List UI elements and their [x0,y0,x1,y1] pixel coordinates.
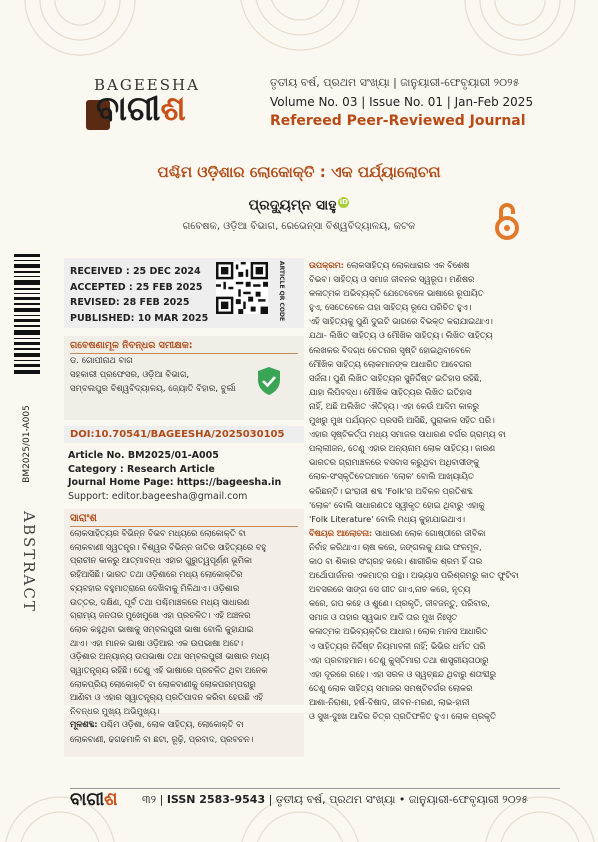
article-number: Article No. BM2025/01-A005 [68,450,219,461]
abstract-line: ବ୍ୟବହାର ବହୁମାତ୍ରାରେ ଦେଖିବାକୁ ମିଳିଥାଏ। ଓଡ଼ିଶାର [70,582,240,593]
body-line: ଲୋକ-ସଂସ୍କୃତିବେତାମାନେ 'ଲୋକ' ବୋଲି ଆଖ୍ୟାୟିତ [309,471,474,482]
abstract-line: ଥାଏ। ଏହା ମାନକ ଭାଷା ଓଡ଼ିଆର ଏକ ଉପଭାଷା ଅଟେ। [70,637,243,648]
body-line: ଏ ସାହିତ୍ୟର ନିର୍ଦ୍ଦିଷ୍ଟ ନିୟମାବଳୀ ନାହିଁ; ଭିଭିର ଧର୍ମତ ପରି [309,640,486,651]
abstract-line: ରହିଆସିଛି। ଭାରତ ତଥା ଓଡ଼ିଶାରେ ମଧ୍ୟ ଲୋକୋକ୍ତିର [70,569,243,580]
issn: ISSN 2583-9543 [166,793,266,806]
body-line: ଭାରତର ଗ୍ରାମାଞ୍ଚଳରେ ବସବାସ କରୁଥିବା ଅଧିବାସୀଙ୍କୁ [309,457,480,468]
header-refereed: Refereed Peer-Reviewed Journal [270,113,526,129]
vertical-article-code [14,384,40,504]
logo-main-text: ବାଗୀ [96,89,161,129]
journal-homepage-link[interactable]: Journal Home Page: https://bageesha.in [68,477,282,488]
discussion-heading: ବିଷୟର ଆଲୋଚନା: [309,527,373,538]
qr-label-text: ARTICLE QR CODE [277,260,285,322]
keywords-label: ମୂଳଶବ୍ଦ: [70,719,98,729]
body-line: କରିଛନ୍ତି। ଇଂରାଜୀ ଶବ୍ଦ 'Folk'ର ଅବିକଳ ପ୍ରତିଶବ୍ଦ [309,485,473,496]
abstract-line: ଉତ୍ତର, ଦକ୍ଷିଣ, ପୂର୍ବ ତଥା ପଶ୍ଚିମାଞ୍ଚଳରେ ମଧ୍ୟ ସାଧାରଣ [70,596,250,607]
body-line: ଲେଖକର ବିଦଗ୍ଧ ଚେତନାର ସୃଷ୍ଟି ହୋଇଥିବାବେଳେ [309,344,471,355]
author-affiliation: ଗବେଷକ, ଓଡ଼ିଆ ବିଭାଗ, ରେଭେନ୍ସା ବିଶ୍ୱବିଦ୍ୟାଳୟ, କଟକ [182,221,416,232]
body-line: 'Folk Literature' ବୋଲି ମଧ୍ୟ କୁହାଯାଇଥାଏ। [309,513,466,524]
vertical-code-text: BM2025/01-A005 [22,405,32,483]
journal-brand: BAGEESHA [94,76,200,94]
body-line: ଆଶା-ନିରାଶା, ହର୍ଷ-ବିଷାଦ, ଜୀବନ-ମରଣ, ଲାଭ-ହାନୀ [309,696,470,707]
intro-heading: ଉପକ୍ରମ: [309,260,345,270]
discussion-text: ସାଧାରଣ ଲୋକ ଗୋଷ୍ଠୀରେ ଜୀବିକା [372,527,486,538]
barcode-icon [14,254,40,374]
revised-date: REVISED: 28 FEB 2025 [70,297,190,308]
body-line: ଓ ସୁଖ-ଦୁଃଖ ଆଦିର ଚିତ୍ର ପ୍ରତିଫଳିତ ହୁଏ। ଲୋକ ପ୍ରକୃତି [309,711,496,721]
footer-logo-main: ବାଗୀ [70,789,105,810]
footer-meta: ୩୨ | ISSN 2583-9543 | ତୃତୀୟ ବର୍ଷ, ପ୍ରଥମ ସଂଖ୍ୟା • ଜାନୁୟାରୀ-ଫେବୃୟାରୀ ୨୦୨୫ [142,793,529,806]
body-line: ନିର୍ବାହ କରିଥାଏ। ଚାଷ କରେ, ଜଙ୍ଗଲକୁ ଯାଇ ଫଳମୂଳ, [309,541,482,552]
footer-logo [70,789,118,810]
reviewer-name: ଡ. ଗୋପୀନାଥ ବାଗ [70,356,133,366]
accepted-date: ACCEPTED : 25 FEB 2025 [70,281,203,293]
abstract-line: ଗ୍ରାମ୍ୟ ଜନତାର ମୁଖେମୁଖେ ଏହା ପ୍ରଚଳିତ। ଏହି ଅଞ୍ଚଳର [70,610,251,621]
body-line: ଏହାର ସୃଷ୍ଟିକର୍ତ୍ତା ମଧ୍ୟ ସମାଜର ସାଧାରଣ ବର୍ଗର ଗ୍ରାମ୍ୟ ବା [309,429,506,440]
body-line: ମୌଖିକ ସାହିତ୍ୟ ଲୋକମାନଙ୍କ ଆଧାରିତ ଆବେଗର [309,358,472,369]
body-line: କଳାତ୍ମକ ଅଭିବ୍ୟକ୍ତି ଯେତେବେଳେ ଭାଷାରେ ରୂପାୟିତ [309,288,484,299]
footer-date: ଜାନୁୟାରୀ-ଫେବୃୟାରୀ ୨୦୨୫ [408,793,529,806]
header-volume: Volume No. 03 | Issue No. 01 | Jan-Feb 2025 [270,95,534,109]
abstract-line: ଆଣିବା ଓ ଏହାର ସ୍ୱାତନ୍ତ୍ର୍ୟ ପ୍ରତିପାଦନ କରିବା ହେଉଛି ଏହି [70,692,263,703]
header-issue-odia: ତୃତୀୟ ବର୍ଷ, ପ୍ରଥମ ସଂଖ୍ୟା | ଜାନୁୟାରୀ-ଫେବୃୟାରୀ ୨୦୨୫ [270,76,520,89]
abstract-box [64,509,304,717]
abstract-line: ସ୍ୱାତନ୍ତ୍ର୍ୟ ରହିଛି। ତେଣୁ ଏହି ଭାଷାରେ ପ୍ରଚଳିତ ଥିବା ଅନେକ [70,665,268,676]
abstract-heading: ସାରାଂଶ [70,513,298,527]
body-line: ନାହିଁ, ଅଛି ଅଲିଖିତ ଐତିହ୍ୟ। ଏହା କେଉଁ ଆଦିମ କାଳରୁ [309,400,479,411]
body-line: ତେଣୁ ଲୋକ ସାହିତ୍ୟ ସମାଜର ସମଷ୍ଟିବର୍ଗର ଲୋକର [309,682,473,693]
abstract-line: ଲୋକ କହୁଥିବା ଭାଷାକୁ ସମ୍ବଲପୁରୀ ଭାଷା ବୋଲି କୁହାଯାଇ [70,623,254,634]
top-ornament [0,0,598,60]
body-line: ଅର୍ଥୋପାର୍ଜନର ଏକମାତ୍ର ପନ୍ଥା। ଅଭ୍ୟାସ ପରିଶ୍ରମରୁ କାତ ଫୁଟିବା [309,570,519,581]
published-date: PUBLISHED: 10 MAR 2025 [70,312,209,324]
support-email[interactable]: Support: editor.bageesha@gmail.com [68,490,248,502]
doi-link[interactable]: DOI:10.70541/BAGEESHA/2025030105 [64,426,304,443]
body-line: ଯାହା ଲିପିବଦ୍ଧ। ମୌଖିକ ସାହିତ୍ୟର ଲିଖିତ ଇତିହାସ [309,386,472,397]
abstract-line: ଲୋକବାଣୀ ସ୍ୱତନ୍ତ୍ର। ବିଶ୍ୱର ବିଭିନ୍ନ ଜାତିର ସାହିତ୍ୟରେ ବହୁ [70,541,267,552]
body-line: ବିଭବ। ସାହିତ୍ୟ ଓ ସମାଜ ଜୀବନର ସ୍ୱରୂପ। ମଣିଷର [309,274,475,285]
body-line: ଏହା ଦୂରରେ ରହେ। ଏହା ସରଳ ଓ ସ୍ୱଚ୍ଛନ୍ଦ ଥିବାରୁ ଶତାବ୍ଦୀରୁ [309,668,496,679]
body-line: ଅବସରରେ ସାଙ୍ଗ ସେ ଗୀତ ଗାଏ,ନାଚ କରେ, ନୃତ୍ୟ [309,584,471,595]
body-line: କାଠ ବା ଶିକାର ସଂଗ୍ରହ କରେ। ଶାରୀରିକ ଶ୍ରମ ହିଁ ତାର [309,555,483,566]
page-number: ୩୨ [142,793,157,806]
body-line: ପଲ୍ଲୀଜନ, ତେଣୁ ଏହାର ଅନ୍ୟନାମ ଲୋକ ସାହିତ୍ୟ। ଜାରଣ [309,443,496,454]
reviewer-box [64,336,304,420]
logo-accent-text: ଶ [160,89,186,129]
qr-code-icon[interactable] [216,262,268,314]
abstract-line: ଲୋକସାହିତ୍ୟର ବିଭିନ୍ନ ବିଭବ ମଧ୍ୟରେ ଲୋକୋକ୍ତି ବା [70,528,246,538]
qr-label [276,262,286,320]
reviewer-heading: ଗବେଷଣାମୂଳ ନିବନ୍ଧର ସମୀକ୍ଷକ: [70,340,298,354]
reviewer-designation: ସହକାରୀ ପ୍ରଫେସର, ଓଡ଼ିଆ ବିଭାଗ, [70,370,190,380]
abstract-line: ନିବନ୍ଧର ମୁଖ୍ୟ ଅଭିମୁଖ୍ୟ। [70,706,160,717]
reviewer-university: ସମ୍ବଲପୁର ବିଶ୍ୱବିଦ୍ୟାଳୟ, ଜ୍ୟୋତି ବିହାର, ବୁର୍ଲା [70,384,236,394]
article-title: ପଶ୍ଚିମ ଓଡ଼ିଶାର ଲୋକୋକ୍ତି : ଏକ ପର୍ଯ୍ୟାଲୋଚନା [157,163,441,181]
abstract-line: ଲୋକପ୍ରିୟ ଲୋକୋକ୍ତି ବା ଲୋକବାଣୀକୁ ଲୋକପରମ୍ପରାରୁ [70,678,256,689]
article-info [64,449,304,503]
keywords-text: ପଶ୍ଚିମ ଓଡ଼ିଶା, ଲୋକ ସାହିତ୍ୟ, ଲୋକୋକ୍ତି ବା [97,719,244,729]
discussion-first-line [309,526,557,540]
intro-first-line [309,258,557,272]
body-line: ମୁଖରୁ ମୁଖ ପର୍ଯ୍ୟନ୍ତ ପ୍ରସରି ଆସିଛି, ପୁରାକାଳ ସହିତ ପରି। [309,415,495,426]
orcid-icon[interactable]: iD [339,198,348,206]
footer-issue: ତୃତୀୟ ବର୍ଷ, ପ୍ରଥମ ସଂଖ୍ୟା [275,793,396,806]
body-line: କଳାତ୍ମକ ଅଭିବ୍ୟକ୍ତିର ଆଧାର। ଲୋକ ମାନସ ଆଧାରିତ [309,626,488,637]
page-footer [70,788,560,811]
keywords-box [64,713,304,757]
body-line: ଏହା ପ୍ରବାହମାନ। ତେଣୁ କୁସ୍ତିମାରା ତଥା ଶାସ୍ତ୍ରୀୟତାଠାରୁ [309,654,489,665]
footer-logo-accent: ଶ [104,789,118,810]
abstract-line: ଓଡ଼ିଶାର ଅନ୍ୟାନ୍ୟ ଉପଭାଷା ତଥା ସମ୍ବଲପୁରୀ ଭାଷାର ମଧ୍ୟ [70,651,270,662]
author-name: ପ୍ରଦ୍ୟୁମ୍ନ ସାହୁ [248,197,337,214]
body-line: ସର୍ଜନା। ପୁଣି ଲିଖିତ ସାହିତ୍ୟର ସୁନିର୍ଦ୍ଦିଷ୍ଟ ଇତିହାସ ରହିଛି, [309,372,482,383]
body-line: ସମାଜ ଓ ତାହାର ସ୍ୱଭାବ ଆଦି ତାର ମୁଖ ନିଃସୃତ [309,612,458,623]
article-category: Category : Research Article [68,463,215,475]
body-line: ଏହି ସାହିତ୍ୟକୁ ପୁଣି ଦୁଇଟି ଭାଗରେ ବିଭକ୍ତ କରାଯାଇଥାଏ। [309,316,493,327]
abstract-side-text: ABSTRACT [20,511,38,613]
body-line: 'ଲୋକ' ବୋଲି ସାଧାରଣତଃ ସ୍ୱୀକୃତ ହୋଇ ଥିବାରୁ ଏହାକୁ [309,499,485,510]
header-meta [270,76,533,129]
body-column [309,258,557,723]
dates-box [64,258,304,328]
abstract-line: ପ୍ରାଚୀନ କାଳରୁ ଆତ୍ମାବନ୍ଧ ଏହାର ଗୁରୁତ୍ୱପୂର୍ଣ୍ଣ ଭୂମିକା [70,555,252,566]
journal-logo [96,89,186,129]
left-column [64,258,304,757]
verified-shield-icon [256,366,282,396]
open-access-icon [492,202,522,242]
keywords-line-1 [70,717,298,732]
intro-text: ଲୋକସାହିତ୍ୟ ଲୋକଧାରାର ଏକ ବିଶେଷ [344,260,470,270]
body-line: ହୁଏ, ସେତେବେଳେ ତାହା ସାହିତ୍ୟ ରୂପେ ପରିଚିତ ହୁଏ। [309,302,472,313]
received-date: RECEIVED : 25 DEC 2024 [70,266,201,277]
body-line: ଯଥା- ଲିଖିତ ସାହିତ୍ୟ ଓ ମୌଖିକ ସାହିତ୍ୟ। ଲିଖିତ ସାହିତ୍ୟ [309,330,493,341]
body-line: କରେ, ଗପ କହେ ଓ ଶୁଣେ। ପ୍ରକୃତି, ଜୀବଜନ୍ତୁ, ପରିବାର, [309,598,490,609]
keywords-line-2: ଲୋକବାଣୀ, ଢଗଢମାଳି ବା ଛଟା, ରୂଢ଼ି, ପ୍ରବାଦ, ପ୍ରବଚନ। [70,734,254,744]
